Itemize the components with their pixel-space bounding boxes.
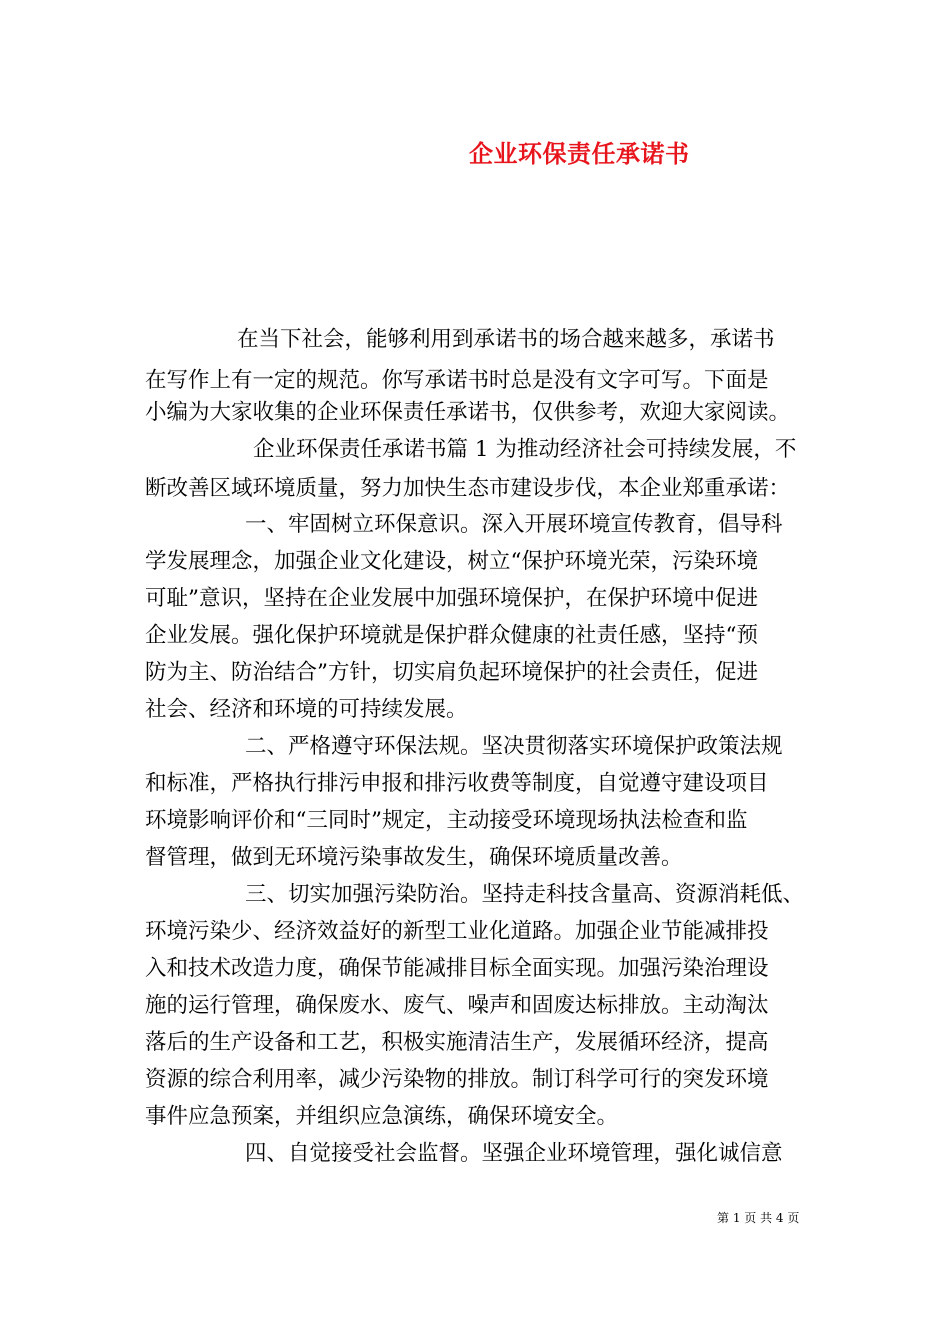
body-line: 三、切实加强污染防治。坚持走科技含量高、资源消耗低、: [245, 882, 805, 907]
document-title: 企业环保责任承诺书: [469, 139, 690, 168]
body-line: 和标准，严格执行排污申报和排污收费等制度，自觉遵守建设项目: [145, 771, 769, 796]
body-line: 学发展理念，加强企业文化建设，树立“保护环境光荣，污染环境: [145, 549, 758, 574]
body-line: 落后的生产设备和工艺，积极实施清洁生产，发展循环经济，提高: [145, 1030, 769, 1055]
body-line: 入和技术改造力度，确保节能减排目标全面实现。加强污染治理设: [145, 956, 769, 981]
body-line: 督管理，做到无环境污染事故发生，确保环境质量改善。: [145, 845, 683, 870]
page-footer: 第 1 页 共 4 页: [717, 1211, 800, 1225]
body-line: 事件应急预案，并组织应急演练，确保环境安全。: [145, 1104, 619, 1129]
body-line: 在当下社会，能够利用到承诺书的场合越来越多，承诺书: [237, 327, 775, 352]
body-line: 资源的综合利用率，减少污染物的排放。制订科学可行的突发环境: [145, 1067, 769, 1092]
body-line: 环境污染少、经济效益好的新型工业化道路。加强企业节能减排投: [145, 919, 769, 944]
body-line: 一、牢固树立环保意识。深入开展环境宣传教育，倡导科: [245, 512, 783, 537]
body-line: 社会、经济和环境的可持续发展。: [145, 697, 468, 722]
body-line: 企业环保责任承诺书篇 1 为推动经济社会可持续发展，不: [253, 437, 797, 462]
body-line: 二、严格遵守环保法规。坚决贯彻落实环境保护政策法规: [245, 734, 783, 759]
body-line: 环境影响评价和“三同时”规定，主动接受环境现场执法检查和监: [145, 808, 748, 833]
body-line: 防为主、防治结合”方针，切实肩负起环境保护的社会责任，促进: [145, 660, 758, 685]
body-line: 可耻”意识，坚持在企业发展中加强环境保护，在保护环境中促进: [145, 586, 758, 611]
body-line: 断改善区域环境质量，努力加快生态市建设步伐，本企业郑重承诺：: [145, 476, 791, 501]
body-line: 四、自觉接受社会监督。坚强企业环境管理，强化诚信意: [245, 1141, 783, 1166]
body-line: 在写作上有一定的规范。你写承诺书时总是没有文字可写。下面是: [145, 368, 769, 393]
body-line: 小编为大家收集的企业环保责任承诺书，仅供参考，欢迎大家阅读。: [145, 400, 791, 425]
body-line: 企业发展。强化保护环境就是保护群众健康的社责任感，坚持“预: [145, 623, 758, 648]
body-line: 施的运行管理，确保废水、废气、噪声和固废达标排放。主动淘汰: [145, 993, 769, 1018]
